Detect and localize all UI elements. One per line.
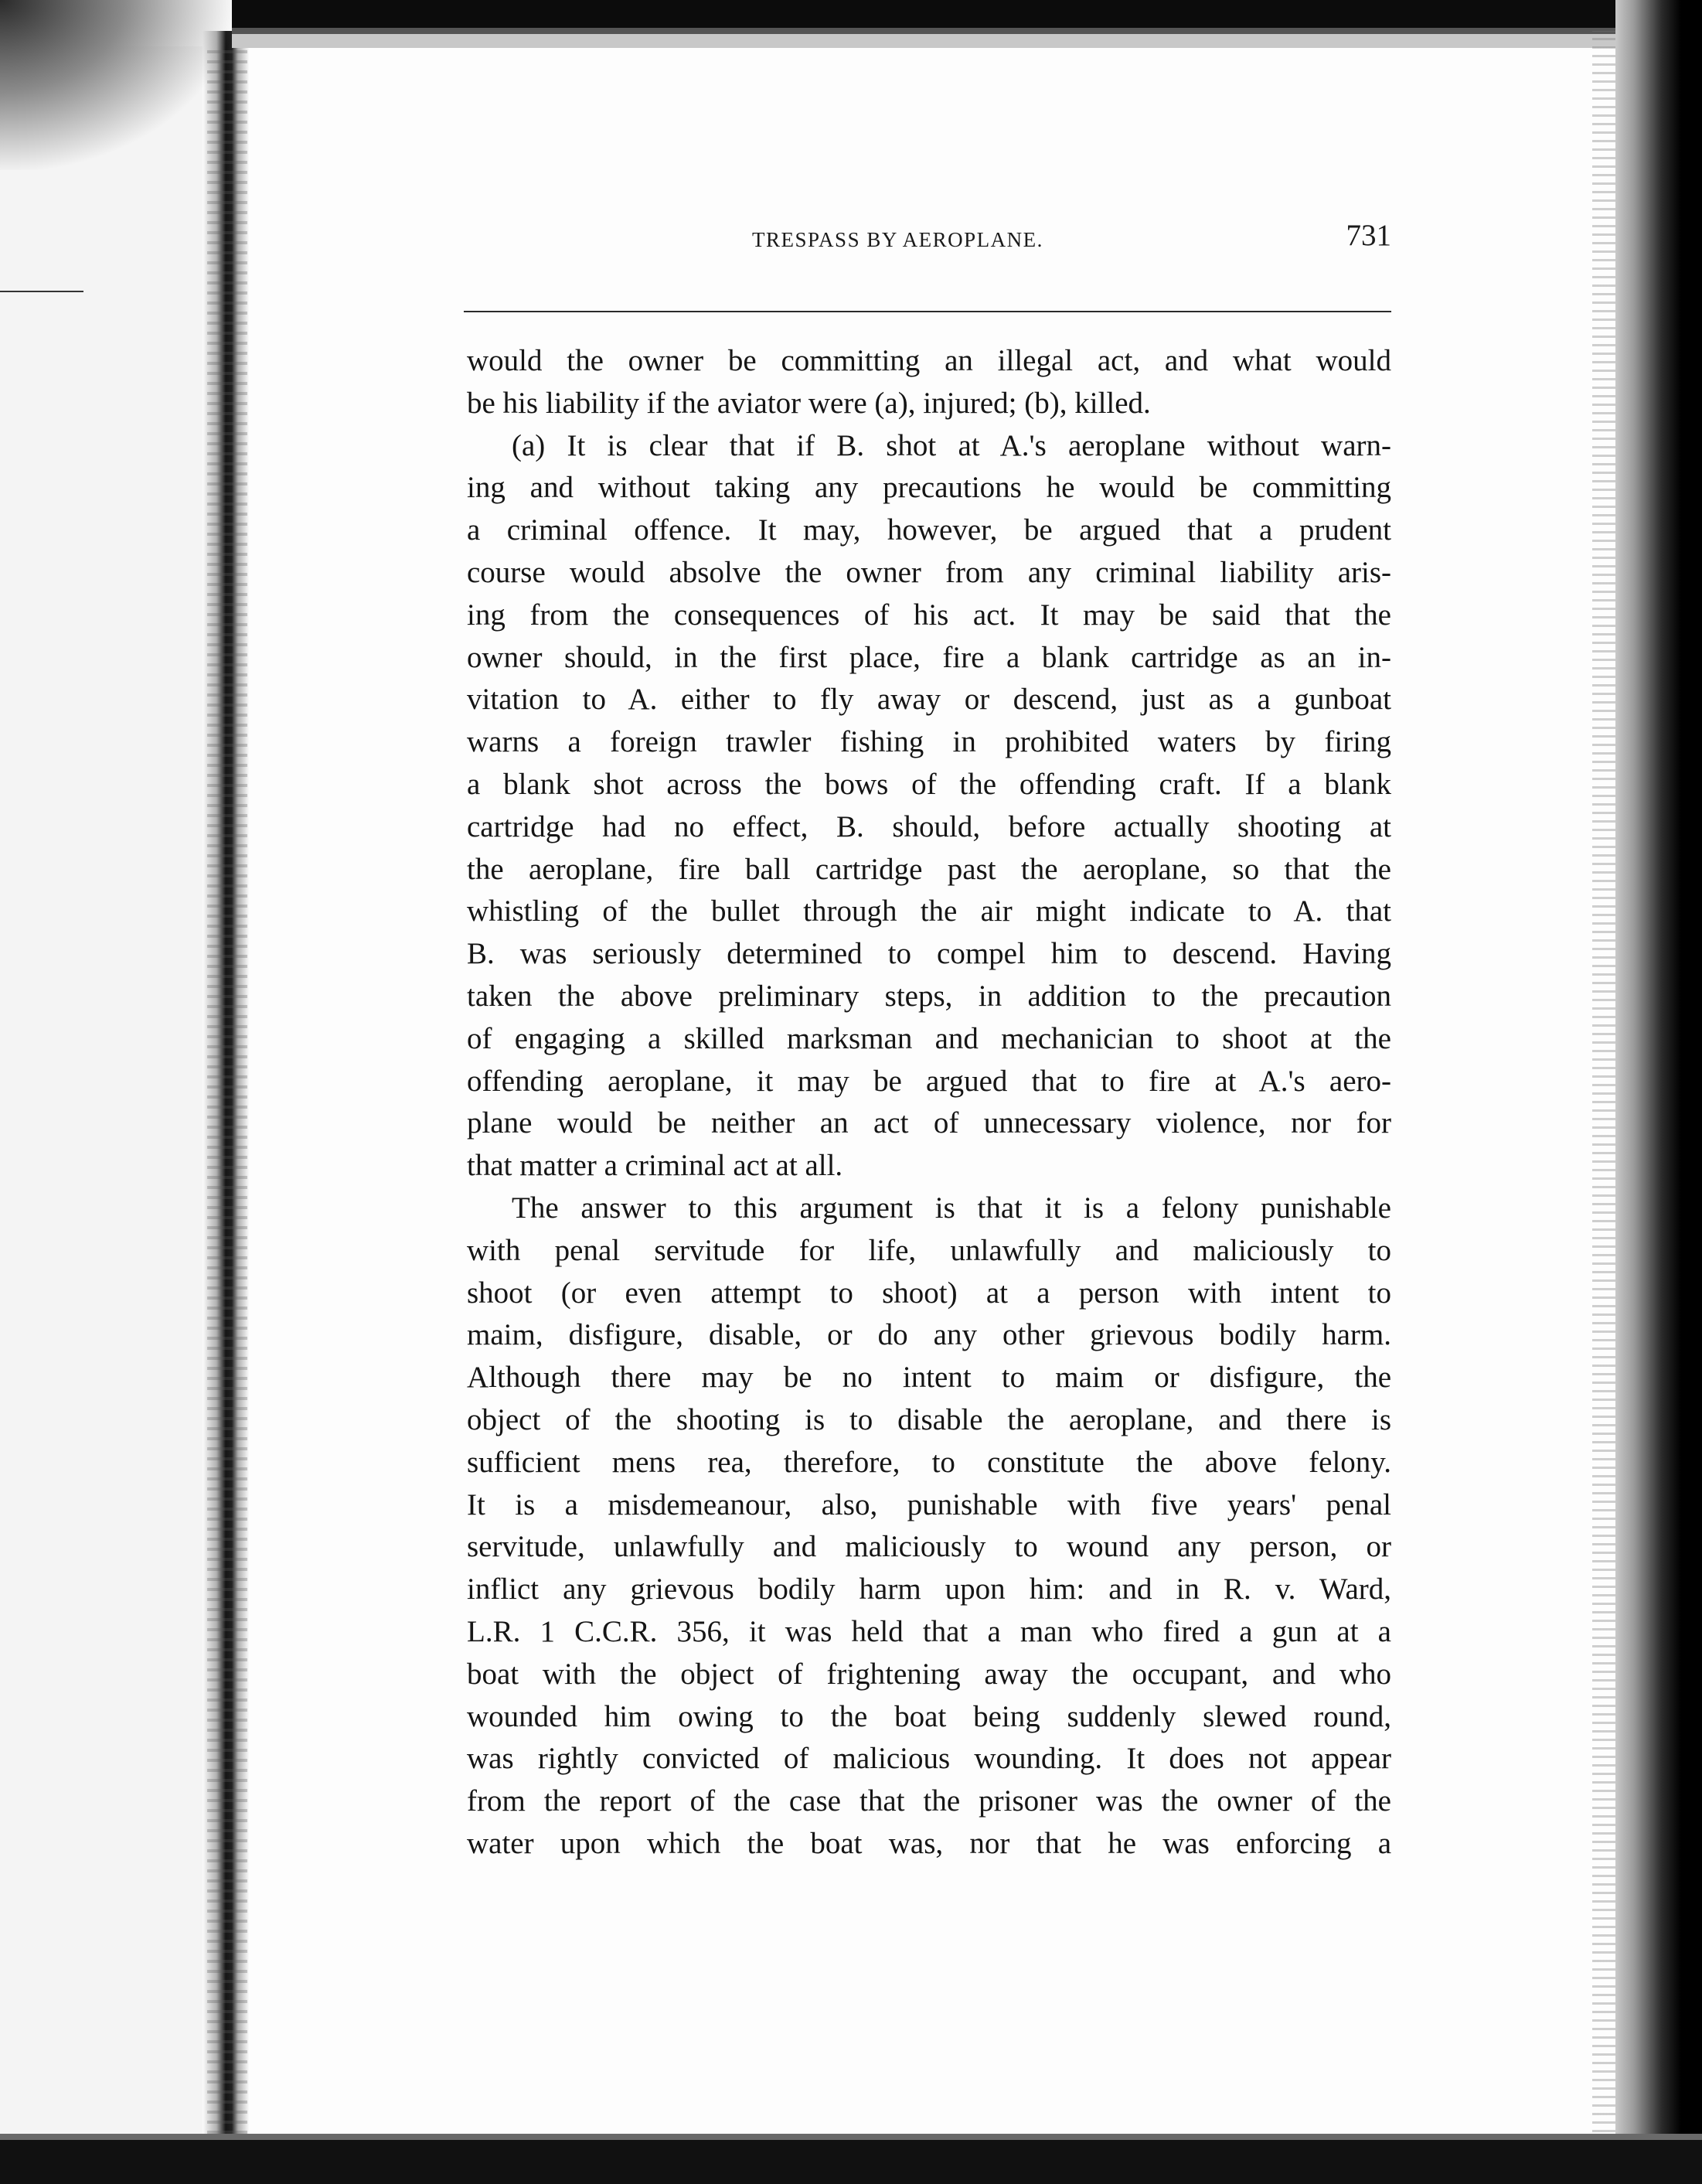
previous-page-rule [0, 291, 83, 292]
text-line: The answer to this argument is that it is a felony punishable [512, 1191, 1391, 1225]
text-line: taken the above preliminary steps, in addition to the precaution [467, 979, 1391, 1013]
body-text [467, 340, 1391, 1865]
text-line: warns a foreign trawler fishing in prohibited waters by firing [467, 725, 1391, 759]
text-line: (a) It is clear that if B. shot at A.'s aeroplane without warn- [512, 428, 1391, 462]
text-line: ing from the consequences of his act. It may be said that the [467, 598, 1391, 632]
previous-page [0, 46, 203, 2134]
text-line: with penal servitude for life, unlawfully and maliciously to [467, 1233, 1391, 1267]
text-line: would the owner be committing an illegal act, and what would [467, 344, 1391, 377]
text-line: B. was seriously determined to compel him to descend. Having [467, 937, 1391, 971]
page-number: 731 [1346, 219, 1391, 252]
text-line: boat with the object of frightening away the occupant, and who [467, 1657, 1391, 1691]
text-line: ing and without taking any precautions he would be committing [467, 471, 1391, 505]
text-line: cartridge had no effect, B. should, before actually shooting at [467, 809, 1391, 843]
text-line: wounded him owing to the boat being suddenly slewed round, [467, 1699, 1391, 1733]
text-line: offending aeroplane, it may be argued that to fire at A.'s aero- [467, 1064, 1391, 1098]
text-line: water upon which the boat was, nor that he was enforcing a [467, 1826, 1391, 1860]
text-line: inflict any grievous bodily harm upon him: and in R. v. Ward, [467, 1572, 1391, 1606]
text-line: the aeroplane, fire ball cartridge past the aeroplane, so that the [467, 852, 1391, 886]
text-line: sufficient mens rea, therefore, to constitute the above felony. [467, 1445, 1391, 1479]
text-line: was rightly convicted of malicious wounding. It does not appear [467, 1742, 1391, 1776]
scan-top-edge [232, 0, 1702, 48]
text-line: be his liability if the aviator were (a), injured; (b), killed. [467, 386, 1151, 420]
text-line: of engaging a skilled marksman and mechanician to shoot at the [467, 1021, 1391, 1055]
text-line: plane would be neither an act of unnecessary violence, nor for [467, 1106, 1391, 1140]
text-line: object of the shooting is to disable the aeroplane, and there is [467, 1402, 1391, 1436]
header-title: TRESPASS BY AEROPLANE. [752, 228, 1043, 251]
running-head [502, 218, 1391, 264]
header-rule [464, 311, 1391, 312]
text-line: It is a misdemeanour, also, punishable with five years' penal [467, 1487, 1391, 1521]
text-line: servitude, unlawfully and maliciously to wound any person, or [467, 1530, 1391, 1564]
text-line: owner should, in the first place, fire a blank cartridge as an in- [467, 640, 1391, 674]
scan-corner-shadow [0, 0, 232, 170]
text-line: maim, disfigure, disable, or do any other grievous bodily harm. [467, 1318, 1391, 1352]
gutter-noise [207, 46, 247, 2134]
scan-right-edge [1615, 0, 1702, 2184]
scan-bottom-edge [0, 2134, 1702, 2184]
text-line: shoot (or even attempt to shoot) at a person with intent to [467, 1276, 1391, 1310]
text-line: from the report of the case that the prisoner was the owner of the [467, 1784, 1391, 1818]
text-line: that matter a criminal act at all. [467, 1149, 843, 1183]
text-line: Although there may be no intent to maim or disfigure, the [467, 1361, 1391, 1395]
text-line: whistling of the bullet through the air might indicate to A. that [467, 894, 1391, 928]
text-line: a blank shot across the bows of the offending craft. If a blank [467, 767, 1391, 801]
text-line: vitation to A. either to fly away or descend, just as a gunboat [467, 683, 1391, 717]
text-line: a criminal offence. It may, however, be argued that a prudent [467, 513, 1391, 547]
text-line: L.R. 1 C.C.R. 356, it was held that a man who fired a gun at a [467, 1614, 1391, 1648]
text-line: course would absolve the owner from any criminal liability aris- [467, 555, 1391, 589]
